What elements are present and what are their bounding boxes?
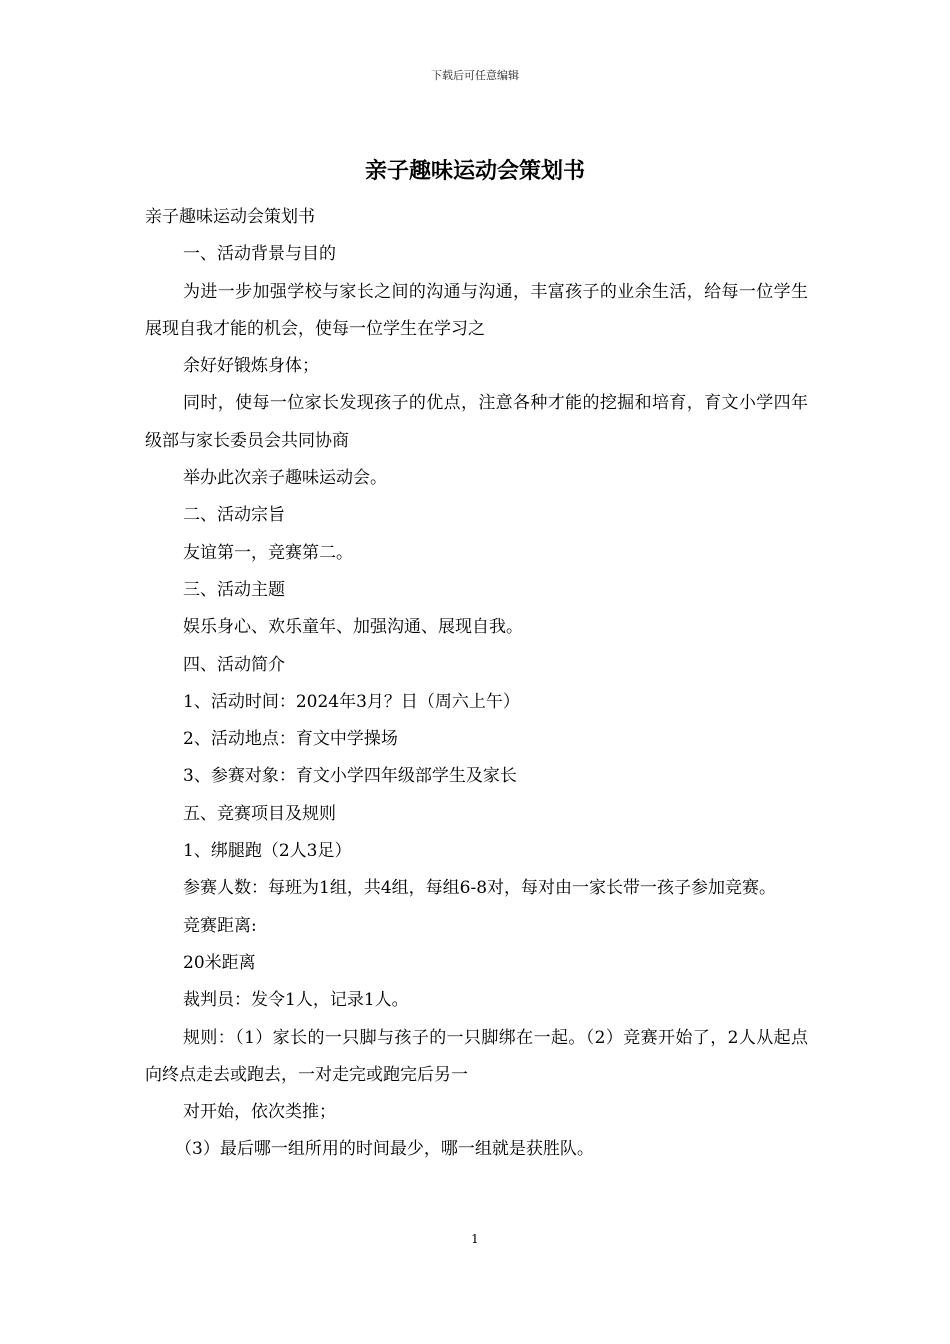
- section-heading-overview: 四、活动简介: [183, 654, 285, 675]
- section-heading-events: 五、竞赛项目及规则: [183, 803, 336, 824]
- paragraph: 20米距离: [183, 952, 256, 973]
- list-item: 1、绑腿跑（2人3足）: [183, 841, 352, 862]
- paragraph-subtitle: 亲子趣味运动会策划书: [145, 207, 315, 227]
- document-body: [145, 199, 808, 1169]
- paragraph: 竞赛距离:: [183, 915, 257, 936]
- paragraph: 规则：（1）家长的一只脚与孩子的一只脚绑在一起。（2）竞赛开始了，2人从起点向终点走去或跑去，一对走完或跑完后另一: [145, 1027, 808, 1085]
- section-heading-theme: 三、活动主题: [183, 579, 285, 600]
- paragraph: 余好好锻炼身体；: [183, 356, 319, 377]
- document-title: 亲子趣味运动会策划书: [364, 158, 585, 184]
- page-number: 1: [471, 1232, 479, 1246]
- list-item: 1、活动时间：2024年3月？日（周六上午）: [183, 691, 520, 712]
- paragraph: 同时，使每一位家长发现孩子的优点，注意各种才能的挖掘和培育，育文小学四年级部与家长委员会共同协商: [145, 393, 808, 451]
- paragraph: 参赛人数：每班为1组，共4组，每组6-8对，每对由一家长带一孩子参加竞赛。: [183, 878, 777, 899]
- list-item: 2、活动地点：育文中学操场: [183, 729, 398, 750]
- paragraph: 为进一步加强学校与家长之间的沟通与沟通，丰富孩子的业余生活，给每一位学生展现自我才能的机会，使每一位学生在学习之: [145, 281, 808, 339]
- paragraph: 裁判员：发令1人，记录1人。: [183, 990, 409, 1011]
- list-item: 3、参赛对象：育文小学四年级部学生及家长: [183, 766, 517, 787]
- section-heading-purpose: 二、活动宗旨: [183, 505, 285, 526]
- paragraph: 对开始，依次类推；: [183, 1102, 336, 1123]
- paragraph: 娱乐身心、欢乐童年、加强沟通、展现自我。: [183, 617, 523, 638]
- paragraph: （3）最后哪一组所用的时间最少，哪一组就是获胜队。: [175, 1139, 594, 1160]
- section-heading-background: 一、活动背景与目的: [183, 244, 336, 265]
- paragraph: 友谊第一，竞赛第二。: [183, 542, 353, 563]
- header-note: 下载后可任意编辑: [431, 69, 519, 82]
- paragraph: 举办此次亲子趣味运动会。: [183, 468, 387, 489]
